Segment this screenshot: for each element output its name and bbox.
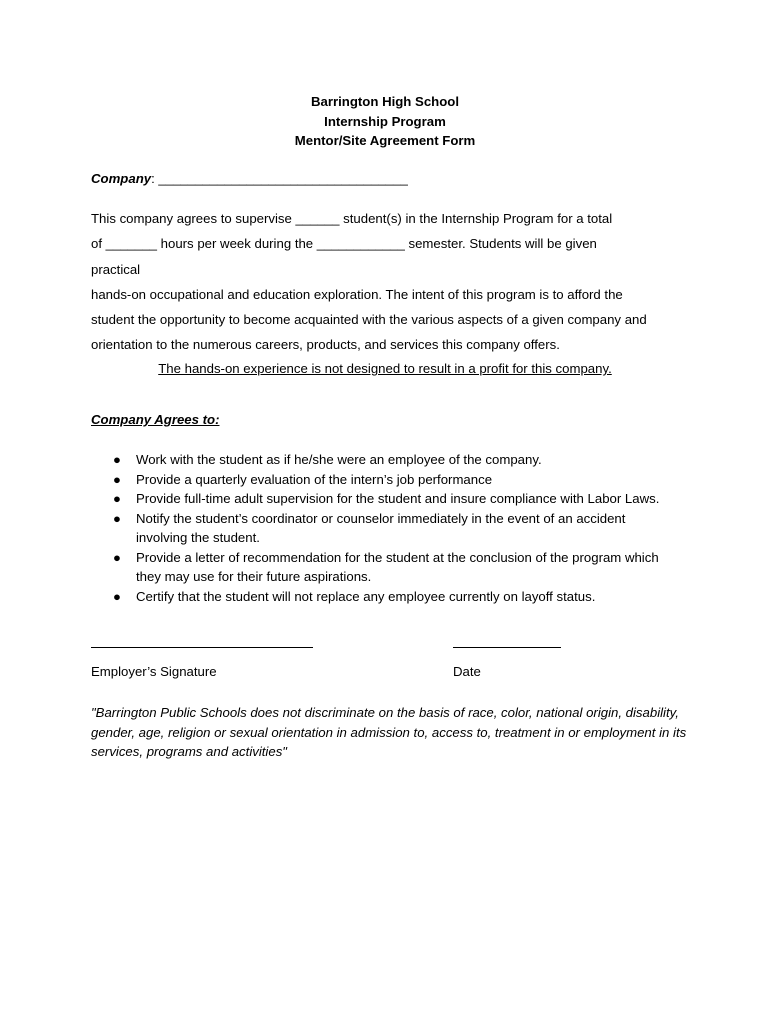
- list-item-text: Provide full-time adult supervision for the student and insure compliance with Labor Laws.: [136, 491, 660, 506]
- bullet-icon: ●: [113, 452, 121, 467]
- list-item-text: Provide a quarterly evaluation of the intern’s job performance: [136, 471, 493, 487]
- list-item: [91, 450, 671, 470]
- intro-paragraph: [91, 210, 691, 362]
- agrees-heading: Company Agrees to:: [91, 412, 220, 427]
- list-item-text: Work with the student as if he/she were an employee of the company.: [136, 452, 542, 467]
- paragraph-line: This company agrees to supervise ______ student(s) in the Internship Program for a total: [91, 211, 613, 226]
- list-item: [91, 587, 671, 607]
- list-item-text: Notify the student’s coordinator or counselor immediately in the event of an accident involving the student.: [136, 510, 626, 545]
- bullet-icon: ●: [113, 588, 121, 604]
- bullet-icon: ●: [113, 471, 121, 487]
- company-field: [91, 171, 408, 186]
- date-label: Date: [453, 664, 481, 679]
- signature-line: [91, 647, 313, 648]
- bullet-icon: ●: [113, 549, 121, 565]
- document-header: [0, 92, 770, 151]
- paragraph-line: student the opportunity to become acquainted with the various aspects of a given company and: [91, 312, 647, 328]
- paragraph-line: hands-on occupational and education exploration. The intent of this program is to afford the: [91, 286, 623, 302]
- paragraph-line: orientation to the numerous careers, products, and services this company offers.: [91, 337, 560, 353]
- list-item: [91, 489, 671, 509]
- list-item: [91, 548, 671, 587]
- form-title: Mentor/Site Agreement Form: [294, 133, 476, 148]
- bullet-icon: ●: [113, 510, 121, 526]
- list-item: [91, 509, 671, 548]
- date-line: [453, 647, 561, 648]
- agreements-list: [91, 450, 671, 606]
- list-item-text: Provide a letter of recommendation for the student at the conclusion of the program which they may use for their future aspirations.: [136, 549, 659, 584]
- list-item: [91, 470, 671, 490]
- profit-note: The hands-on experience is not designed to result in a profit for this company.: [158, 361, 612, 376]
- paragraph-line: practical: [91, 261, 141, 277]
- nondiscrimination-statement: "Barrington Public Schools does not discriminate on the basis of race, color, national origin, disability, gender, age, religion or sexual orientation in admission to, access to, treatment in or employment in its services, programs and activities": [91, 705, 687, 759]
- bullet-icon: ●: [113, 491, 121, 506]
- program-name: Internship Program: [324, 113, 446, 129]
- company-label: Company: [91, 171, 152, 186]
- company-blank: : __________________________________: [151, 171, 408, 186]
- employer-signature-label: Employer’s Signature: [91, 664, 217, 679]
- school-name: Barrington High School: [311, 94, 459, 109]
- list-item-text: Certify that the student will not replace any employee currently on layoff status.: [136, 588, 596, 604]
- paragraph-line: of _______ hours per week during the ____________ semester. Students will be given: [91, 236, 597, 252]
